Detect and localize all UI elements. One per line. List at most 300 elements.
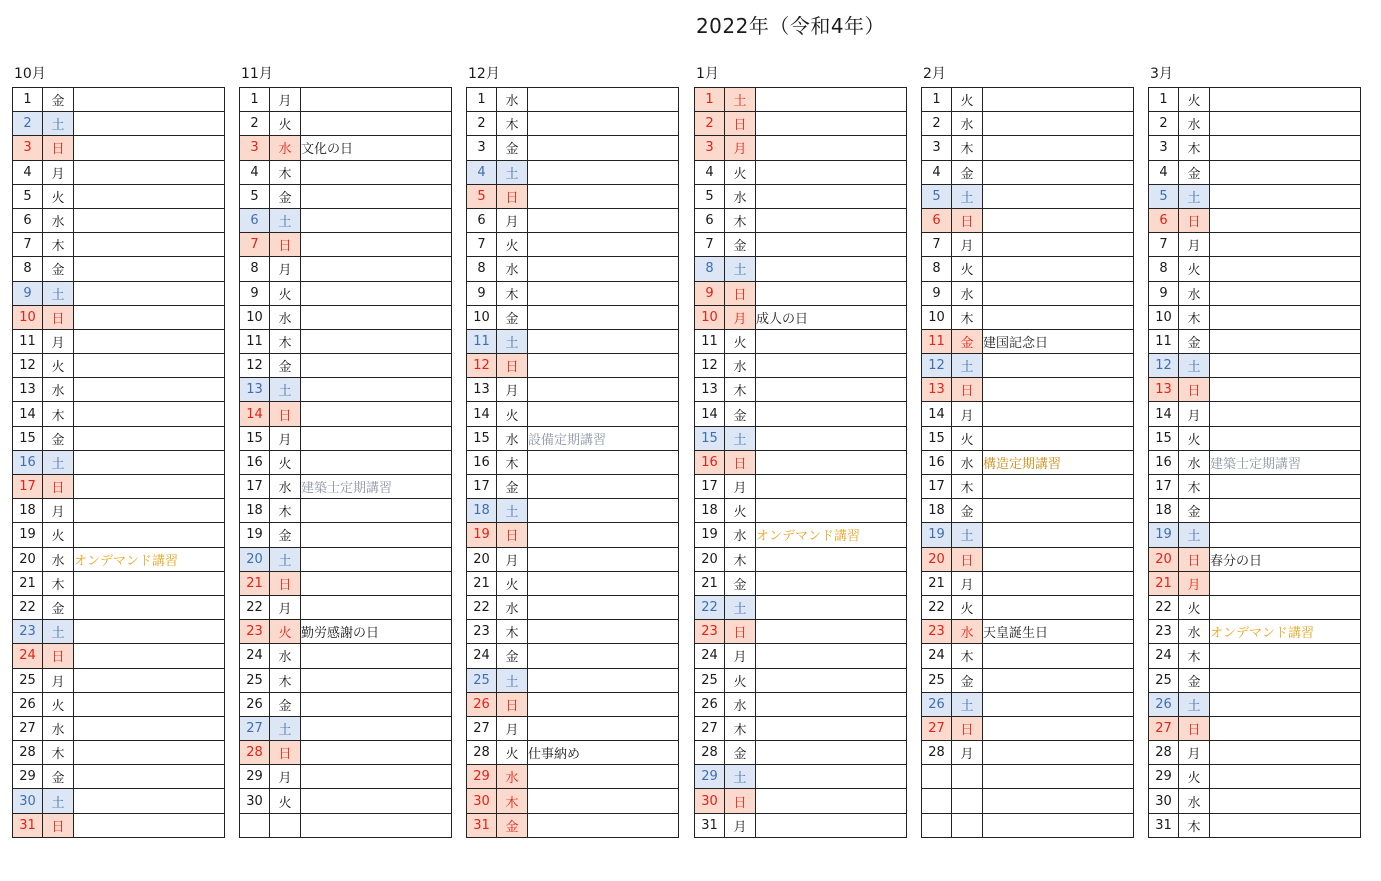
- event-cell: [74, 716, 225, 740]
- weekday-cell: 日: [725, 112, 756, 136]
- event-cell: オンデマンド講習: [756, 523, 907, 547]
- day-number-cell: 15: [13, 426, 43, 450]
- day-number-cell: 29: [240, 765, 270, 789]
- event-cell: [74, 571, 225, 595]
- event-cell: [1210, 813, 1361, 837]
- calendar-row: [240, 547, 452, 571]
- calendar-row: [1149, 716, 1361, 740]
- weekday-cell: 月: [43, 329, 74, 353]
- calendar-row: [922, 692, 1134, 716]
- calendar-row: [240, 789, 452, 813]
- calendar-row: [922, 450, 1134, 474]
- event-cell: 仕事納め: [528, 741, 679, 765]
- weekday-cell: 日: [1179, 547, 1210, 571]
- event-cell: [74, 668, 225, 692]
- event-cell: [528, 402, 679, 426]
- event-cell: [1210, 475, 1361, 499]
- event-cell: [1210, 571, 1361, 595]
- calendar-row: [13, 354, 225, 378]
- day-number-cell: 13: [467, 378, 497, 402]
- weekday-cell: 火: [1179, 257, 1210, 281]
- event-cell: [74, 281, 225, 305]
- weekday-cell: 土: [43, 450, 74, 474]
- calendar-row: [13, 160, 225, 184]
- day-number-cell: 17: [695, 475, 725, 499]
- event-cell: [756, 233, 907, 257]
- calendar-row: [695, 184, 907, 208]
- calendar-row: [13, 257, 225, 281]
- weekday-cell: 日: [952, 716, 983, 740]
- day-number-cell: 24: [467, 644, 497, 668]
- day-number-cell: 13: [1149, 378, 1179, 402]
- day-number-cell: 14: [1149, 402, 1179, 426]
- event-cell: [74, 499, 225, 523]
- weekday-cell: 土: [497, 499, 528, 523]
- event-cell: [756, 765, 907, 789]
- event-cell: [983, 426, 1134, 450]
- event-cell: [301, 184, 452, 208]
- calendar-row: [240, 523, 452, 547]
- month-table: [239, 87, 452, 838]
- event-cell: [528, 644, 679, 668]
- calendar-row: [13, 450, 225, 474]
- day-number-cell: 28: [240, 741, 270, 765]
- weekday-cell: 木: [725, 378, 756, 402]
- calendar-row: [467, 813, 679, 837]
- calendar-row: [467, 571, 679, 595]
- weekday-cell: 火: [1179, 765, 1210, 789]
- day-number-cell: 29: [1149, 765, 1179, 789]
- day-number-cell: 30: [467, 789, 497, 813]
- calendar-row: [1149, 644, 1361, 668]
- day-number-cell: 9: [240, 281, 270, 305]
- event-cell: [1210, 88, 1361, 112]
- weekday-cell: 木: [270, 160, 301, 184]
- event-cell: [528, 160, 679, 184]
- event-cell: [528, 595, 679, 619]
- calendar-row: [240, 281, 452, 305]
- calendar-row: [240, 329, 452, 353]
- weekday-cell: 木: [952, 644, 983, 668]
- day-number-cell: 4: [1149, 160, 1179, 184]
- weekday-cell: 日: [725, 789, 756, 813]
- weekday-cell: 木: [43, 402, 74, 426]
- day-number-cell: 1: [1149, 88, 1179, 112]
- weekday-cell: 水: [1179, 450, 1210, 474]
- calendar-row: [922, 88, 1134, 112]
- weekday-cell: 日: [43, 644, 74, 668]
- month-block: [12, 64, 225, 838]
- weekday-cell: 火: [497, 741, 528, 765]
- event-cell: [756, 789, 907, 813]
- event-cell: [74, 208, 225, 232]
- weekday-cell: 水: [952, 112, 983, 136]
- weekday-cell: 月: [497, 716, 528, 740]
- weekday-cell: 日: [725, 450, 756, 474]
- month-block: [239, 64, 452, 838]
- day-number-cell: 8: [1149, 257, 1179, 281]
- calendar-row: [240, 136, 452, 160]
- day-number-cell: 16: [13, 450, 43, 474]
- day-number-cell: 26: [13, 692, 43, 716]
- calendar-row: [13, 233, 225, 257]
- day-number-cell: 22: [13, 595, 43, 619]
- day-number-cell: 24: [13, 644, 43, 668]
- day-number-cell: 19: [922, 523, 952, 547]
- calendar-row: [13, 329, 225, 353]
- event-cell: [528, 281, 679, 305]
- weekday-cell: 火: [43, 692, 74, 716]
- event-cell: [756, 499, 907, 523]
- calendar-row: [695, 136, 907, 160]
- calendar-row: [695, 668, 907, 692]
- day-number-cell: 27: [1149, 716, 1179, 740]
- event-cell: [74, 257, 225, 281]
- weekday-cell: 土: [43, 789, 74, 813]
- calendar-row: [922, 426, 1134, 450]
- day-number-cell: 2: [240, 112, 270, 136]
- calendar-row: [240, 813, 452, 837]
- event-cell: [301, 378, 452, 402]
- calendar-row: [13, 595, 225, 619]
- weekday-cell: 土: [43, 620, 74, 644]
- weekday-cell: 水: [1179, 281, 1210, 305]
- day-number-cell: 18: [1149, 499, 1179, 523]
- calendar-row: [1149, 329, 1361, 353]
- event-cell: [983, 692, 1134, 716]
- event-cell: [301, 547, 452, 571]
- day-number-cell: 5: [240, 184, 270, 208]
- weekday-cell: 日: [497, 184, 528, 208]
- event-cell: [756, 257, 907, 281]
- event-cell: [528, 475, 679, 499]
- day-number-cell: 30: [1149, 789, 1179, 813]
- weekday-cell: 金: [497, 644, 528, 668]
- weekday-cell: 日: [270, 402, 301, 426]
- event-cell: [528, 450, 679, 474]
- day-number-cell: 19: [1149, 523, 1179, 547]
- event-cell: [74, 160, 225, 184]
- event-cell: [301, 450, 452, 474]
- event-cell: [1210, 233, 1361, 257]
- event-cell: [983, 789, 1134, 813]
- calendar-row: [922, 208, 1134, 232]
- weekday-cell: 月: [952, 741, 983, 765]
- day-number-cell: 28: [695, 741, 725, 765]
- calendar-row: [695, 257, 907, 281]
- event-cell: [1210, 644, 1361, 668]
- weekday-cell: 木: [497, 620, 528, 644]
- calendar-row: [922, 716, 1134, 740]
- weekday-cell: 火: [270, 112, 301, 136]
- weekday-cell: 月: [725, 305, 756, 329]
- event-cell: [983, 475, 1134, 499]
- weekday-cell: [270, 813, 301, 837]
- day-number-cell: 3: [1149, 136, 1179, 160]
- day-number-cell: 16: [240, 450, 270, 474]
- weekday-cell: 土: [952, 354, 983, 378]
- calendar-row: [1149, 595, 1361, 619]
- weekday-cell: 火: [952, 88, 983, 112]
- day-number-cell: 3: [13, 136, 43, 160]
- weekday-cell: 月: [1179, 571, 1210, 595]
- weekday-cell: 木: [270, 329, 301, 353]
- event-cell: [528, 620, 679, 644]
- weekday-cell: 木: [1179, 813, 1210, 837]
- weekday-cell: 水: [270, 475, 301, 499]
- month-label: 3月: [1150, 66, 1173, 82]
- weekday-cell: 木: [270, 499, 301, 523]
- day-number-cell: [922, 765, 952, 789]
- weekday-cell: 土: [1179, 692, 1210, 716]
- day-number-cell: 20: [13, 547, 43, 571]
- weekday-cell: 金: [43, 88, 74, 112]
- calendar-row: [922, 160, 1134, 184]
- calendar-row: [13, 620, 225, 644]
- event-cell: [756, 160, 907, 184]
- calendar-row: [13, 402, 225, 426]
- day-number-cell: 20: [922, 547, 952, 571]
- day-number-cell: 13: [13, 378, 43, 402]
- calendar-row: [13, 571, 225, 595]
- calendar-row: [695, 741, 907, 765]
- weekday-cell: 木: [1179, 644, 1210, 668]
- event-cell: [756, 402, 907, 426]
- event-cell: [1210, 523, 1361, 547]
- weekday-cell: 日: [1179, 378, 1210, 402]
- weekday-cell: 金: [270, 184, 301, 208]
- calendar-row: [695, 426, 907, 450]
- day-number-cell: 15: [695, 426, 725, 450]
- weekday-cell: 土: [270, 716, 301, 740]
- day-number-cell: 19: [695, 523, 725, 547]
- event-cell: [1210, 378, 1361, 402]
- weekday-cell: 金: [270, 523, 301, 547]
- day-number-cell: 5: [922, 184, 952, 208]
- calendar-row: [695, 112, 907, 136]
- calendar-row: [467, 208, 679, 232]
- event-cell: [983, 644, 1134, 668]
- calendar-row: [695, 329, 907, 353]
- event-cell: [74, 378, 225, 402]
- day-number-cell: 22: [922, 595, 952, 619]
- event-cell: [74, 813, 225, 837]
- day-number-cell: 13: [922, 378, 952, 402]
- day-number-cell: 12: [695, 354, 725, 378]
- day-number-cell: 9: [13, 281, 43, 305]
- day-number-cell: 24: [240, 644, 270, 668]
- event-cell: [983, 765, 1134, 789]
- event-cell: [528, 765, 679, 789]
- weekday-cell: 木: [497, 450, 528, 474]
- weekday-cell: 水: [497, 595, 528, 619]
- weekday-cell: 木: [725, 547, 756, 571]
- event-cell: [74, 475, 225, 499]
- calendar-row: [467, 402, 679, 426]
- day-number-cell: 9: [922, 281, 952, 305]
- day-number-cell: 9: [1149, 281, 1179, 305]
- event-cell: [74, 136, 225, 160]
- day-number-cell: 17: [240, 475, 270, 499]
- calendar-row: [922, 644, 1134, 668]
- calendar-row: [922, 499, 1134, 523]
- day-number-cell: 14: [922, 402, 952, 426]
- weekday-cell: 日: [497, 523, 528, 547]
- day-number-cell: 22: [467, 595, 497, 619]
- weekday-cell: 木: [1179, 475, 1210, 499]
- event-cell: 建国記念日: [983, 329, 1134, 353]
- weekday-cell: 金: [43, 426, 74, 450]
- day-number-cell: 1: [467, 88, 497, 112]
- calendar-row: [922, 765, 1134, 789]
- calendar-row: [922, 620, 1134, 644]
- event-cell: [756, 668, 907, 692]
- calendar-row: [467, 88, 679, 112]
- weekday-cell: 金: [725, 741, 756, 765]
- calendar-row: [467, 475, 679, 499]
- weekday-cell: 金: [1179, 329, 1210, 353]
- calendar-row: [922, 329, 1134, 353]
- event-cell: [74, 620, 225, 644]
- day-number-cell: 1: [695, 88, 725, 112]
- calendar-row: [13, 112, 225, 136]
- event-cell: [1210, 499, 1361, 523]
- weekday-cell: 金: [952, 668, 983, 692]
- day-number-cell: 23: [1149, 620, 1179, 644]
- event-cell: [756, 88, 907, 112]
- day-number-cell: 20: [1149, 547, 1179, 571]
- weekday-cell: 日: [725, 620, 756, 644]
- calendar-row: [13, 765, 225, 789]
- day-number-cell: 26: [695, 692, 725, 716]
- day-number-cell: 1: [922, 88, 952, 112]
- event-cell: [756, 281, 907, 305]
- weekday-cell: 月: [497, 547, 528, 571]
- calendar-row: [1149, 233, 1361, 257]
- day-number-cell: 4: [240, 160, 270, 184]
- weekday-cell: 月: [497, 378, 528, 402]
- event-cell: [528, 547, 679, 571]
- calendar-row: [467, 184, 679, 208]
- event-cell: [301, 208, 452, 232]
- day-number-cell: 16: [467, 450, 497, 474]
- weekday-cell: 土: [43, 112, 74, 136]
- calendar-row: [13, 523, 225, 547]
- calendar-row: [1149, 112, 1361, 136]
- day-number-cell: 13: [240, 378, 270, 402]
- event-cell: [301, 257, 452, 281]
- event-cell: [1210, 208, 1361, 232]
- day-number-cell: 7: [240, 233, 270, 257]
- calendar-row: [1149, 692, 1361, 716]
- weekday-cell: 日: [43, 475, 74, 499]
- day-number-cell: 9: [467, 281, 497, 305]
- calendar-row: [467, 741, 679, 765]
- day-number-cell: 1: [13, 88, 43, 112]
- day-number-cell: 25: [240, 668, 270, 692]
- event-cell: [74, 692, 225, 716]
- event-cell: [756, 426, 907, 450]
- event-cell: [528, 789, 679, 813]
- event-cell: 春分の日: [1210, 547, 1361, 571]
- calendar-row: [695, 692, 907, 716]
- weekday-cell: 土: [1179, 523, 1210, 547]
- day-number-cell: 25: [695, 668, 725, 692]
- event-cell: [1210, 668, 1361, 692]
- day-number-cell: 4: [695, 160, 725, 184]
- month-table: [466, 87, 679, 838]
- weekday-cell: 火: [497, 402, 528, 426]
- day-number-cell: 23: [695, 620, 725, 644]
- weekday-cell: 月: [270, 88, 301, 112]
- calendar-row: [1149, 813, 1361, 837]
- event-cell: [756, 644, 907, 668]
- day-number-cell: 12: [922, 354, 952, 378]
- weekday-cell: 土: [725, 426, 756, 450]
- day-number-cell: 10: [240, 305, 270, 329]
- day-number-cell: 14: [13, 402, 43, 426]
- month-table: [921, 87, 1134, 838]
- day-number-cell: 21: [467, 571, 497, 595]
- day-number-cell: 14: [695, 402, 725, 426]
- day-number-cell: 25: [13, 668, 43, 692]
- calendar-row: [467, 765, 679, 789]
- weekday-cell: 月: [43, 668, 74, 692]
- weekday-cell: 火: [43, 184, 74, 208]
- day-number-cell: 5: [13, 184, 43, 208]
- event-cell: [983, 257, 1134, 281]
- day-number-cell: 8: [467, 257, 497, 281]
- calendar-row: [1149, 378, 1361, 402]
- day-number-cell: 21: [922, 571, 952, 595]
- day-number-cell: 15: [467, 426, 497, 450]
- day-number-cell: 1: [240, 88, 270, 112]
- day-number-cell: 25: [1149, 668, 1179, 692]
- event-cell: [301, 716, 452, 740]
- weekday-cell: 月: [43, 160, 74, 184]
- calendar-row: [1149, 789, 1361, 813]
- weekday-cell: 土: [270, 378, 301, 402]
- day-number-cell: 14: [467, 402, 497, 426]
- calendar-row: [13, 547, 225, 571]
- event-cell: [1210, 789, 1361, 813]
- calendar-row: [922, 741, 1134, 765]
- event-cell: [74, 402, 225, 426]
- weekday-cell: 月: [952, 233, 983, 257]
- event-cell: [983, 378, 1134, 402]
- day-number-cell: 19: [467, 523, 497, 547]
- day-number-cell: 6: [1149, 208, 1179, 232]
- event-cell: [983, 668, 1134, 692]
- calendar-row: [1149, 160, 1361, 184]
- calendar-row: [240, 233, 452, 257]
- day-number-cell: 18: [467, 499, 497, 523]
- event-cell: [1210, 402, 1361, 426]
- weekday-cell: 木: [952, 305, 983, 329]
- event-cell: [528, 305, 679, 329]
- weekday-cell: 火: [725, 329, 756, 353]
- day-number-cell: 17: [467, 475, 497, 499]
- calendar-row: [467, 499, 679, 523]
- event-cell: [301, 813, 452, 837]
- calendar-row: [467, 789, 679, 813]
- weekday-cell: 木: [725, 208, 756, 232]
- day-number-cell: 6: [695, 208, 725, 232]
- event-cell: [1210, 716, 1361, 740]
- day-number-cell: 18: [13, 499, 43, 523]
- event-cell: [74, 329, 225, 353]
- weekday-cell: 火: [270, 281, 301, 305]
